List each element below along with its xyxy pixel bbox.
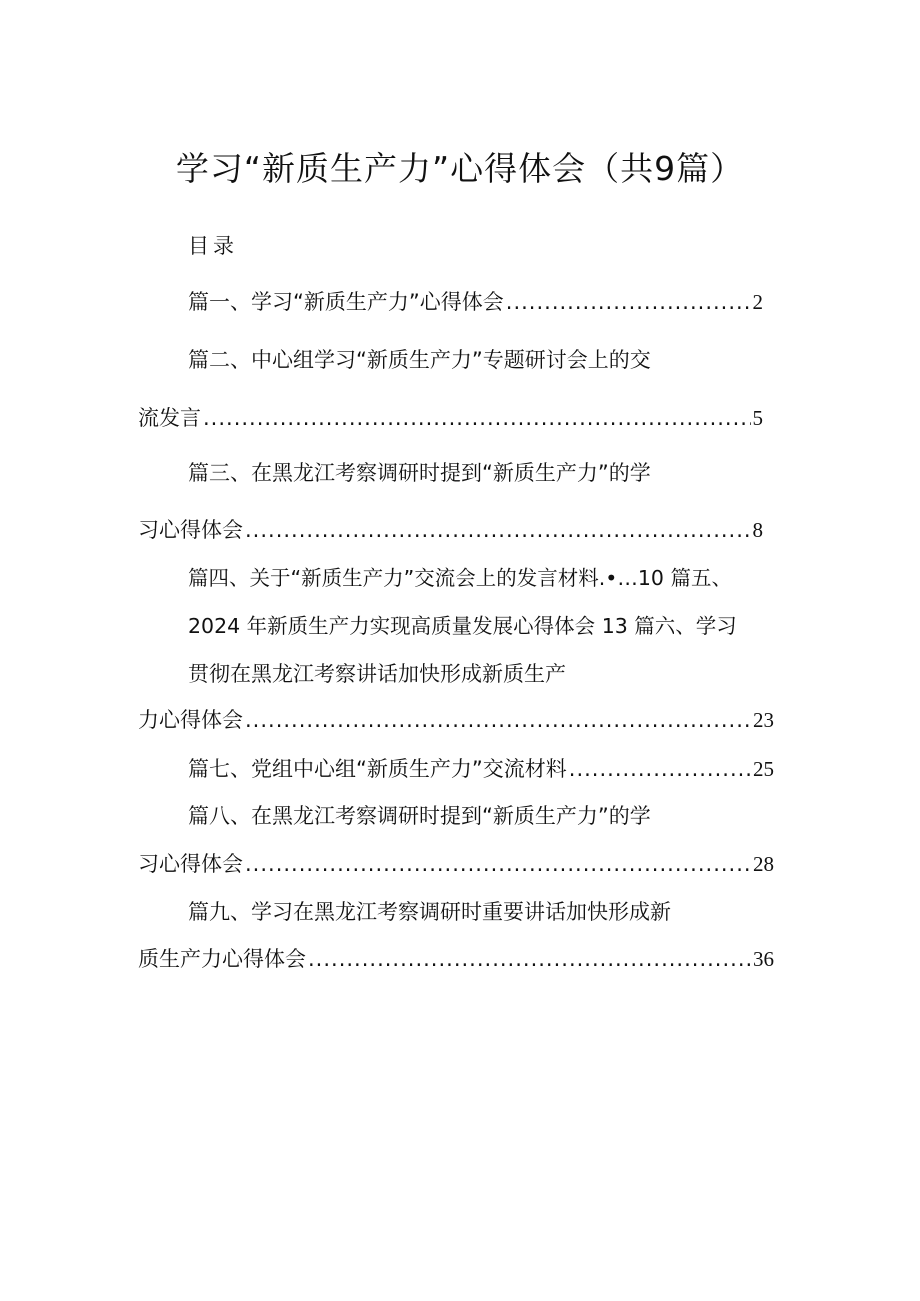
toc-run-line-3[interactable]: 贯彻在黑龙江考察讲话加快形成新质生产 — [188, 662, 566, 686]
toc-entry-3[interactable] — [138, 514, 763, 546]
toc-entry-2-line-1[interactable]: 篇二、中心组学习“新质生产力”专题研讨会上的交 — [188, 348, 651, 372]
toc-entry-9[interactable] — [138, 943, 774, 975]
toc-entry-text: 流发言 — [138, 406, 201, 430]
toc-heading: 目录 — [188, 234, 238, 258]
toc-run-line-1[interactable]: 篇四、关于“新质生产力”交流会上的发言材料.•…10 篇五、 — [188, 566, 732, 590]
toc-run-line-2[interactable]: 2024 年新质生产力实现高质量发展心得体会 13 篇六、学习 — [188, 614, 737, 638]
toc-entry-3-line-1[interactable]: 篇三、在黑龙江考察调研时提到“新质生产力”的学 — [188, 461, 651, 485]
document-title: 学习“新质生产力”心得体会（共9篇） — [175, 149, 745, 188]
toc-page-number: 2 — [752, 290, 763, 314]
toc-page-number: 36 — [753, 947, 774, 971]
toc-entry-text: 习心得体会 — [138, 518, 243, 542]
dot-leader — [506, 286, 751, 318]
toc-page-number: 28 — [753, 852, 774, 876]
toc-entry-9-line-1[interactable]: 篇九、学习在黑龙江考察调研时重要讲话加快形成新 — [188, 900, 671, 924]
toc-entry-text: 力心得体会 — [138, 708, 243, 732]
dot-leader — [569, 753, 751, 785]
dot-leader — [308, 943, 751, 975]
dot-leader — [245, 704, 751, 736]
toc-page-number: 23 — [753, 708, 774, 732]
toc-page-number: 5 — [752, 406, 763, 430]
toc-entry-6[interactable] — [138, 704, 774, 736]
toc-page-number: 25 — [753, 757, 774, 781]
dot-leader — [245, 514, 751, 546]
dot-leader — [245, 848, 751, 880]
toc-entry-text: 习心得体会 — [138, 852, 243, 876]
toc-entry-2[interactable] — [138, 402, 763, 434]
toc-entry-1[interactable] — [188, 286, 763, 318]
dot-leader — [203, 402, 751, 434]
toc-entry-8[interactable] — [138, 848, 774, 880]
toc-entry-7[interactable] — [188, 753, 774, 785]
toc-entry-text: 篇七、党组中心组“新质生产力”交流材料 — [188, 757, 567, 781]
toc-entry-8-line-1[interactable]: 篇八、在黑龙江考察调研时提到“新质生产力”的学 — [188, 804, 651, 828]
toc-entry-text: 篇一、学习“新质生产力”心得体会 — [188, 290, 504, 314]
toc-entry-text: 质生产力心得体会 — [138, 947, 306, 971]
toc-page-number: 8 — [752, 518, 763, 542]
